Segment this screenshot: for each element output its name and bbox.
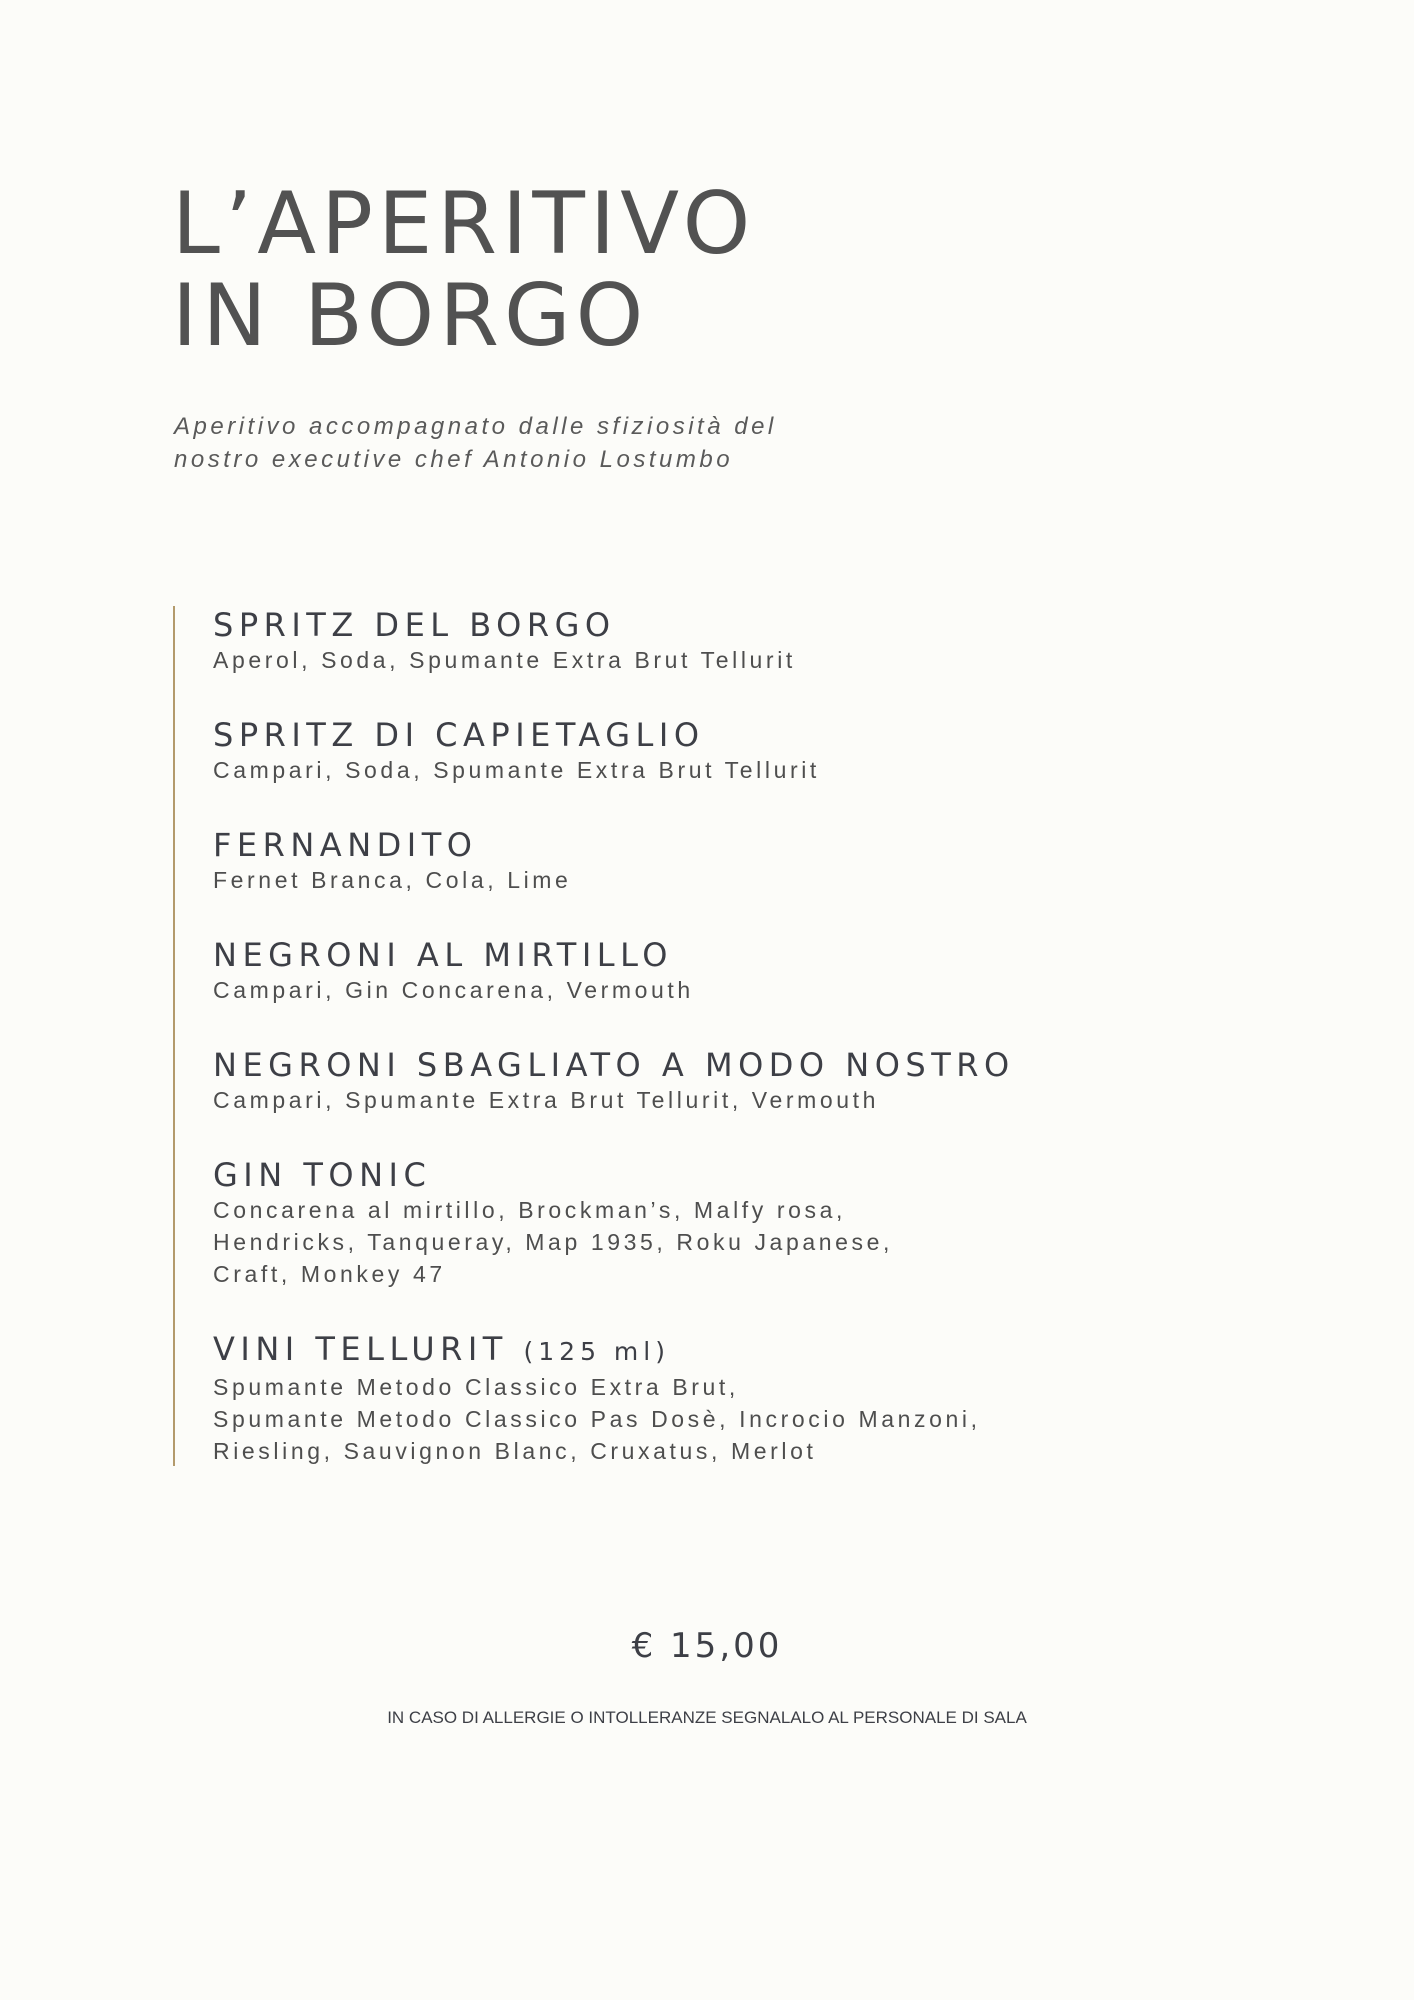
menu-item-desc <box>213 864 1153 896</box>
allergy-notice: IN CASO DI ALLERGIE O INTOLLERANZE SEGNALALO AL PERSONALE DI SALA <box>387 1708 1027 1727</box>
title-line-1: L’APERITIVO <box>172 174 756 274</box>
menu-item-fernandito <box>213 826 1153 896</box>
menu-item-desc-line: Riesling, Sauvignon Blanc, Cruxatus, Merlot <box>213 1438 817 1464</box>
menu-item-desc <box>213 974 1153 1006</box>
subtitle-line-1: Aperitivo accompagnato dalle sfiziosità del <box>174 413 777 440</box>
menu-item-negroni-al-mirtillo <box>213 936 1153 1006</box>
menu-item-desc-line: Spumante Metodo Classico Pas Dosè, Incrocio Manzoni, <box>213 1406 981 1432</box>
menu-item-desc <box>213 644 1153 676</box>
menu-item-desc-line: Campari, Spumante Extra Brut Tellurit, Vermouth <box>213 1087 880 1113</box>
menu-item-desc <box>213 754 1153 786</box>
menu-item-gin-tonic <box>213 1156 1153 1290</box>
menu-item-desc-line: Craft, Monkey 47 <box>213 1261 446 1287</box>
menu-item-name: NEGRONI SBAGLIATO A MODO NOSTRO <box>213 1046 1015 1084</box>
menu-item-name-text: VINI TELLURIT <box>213 1330 508 1368</box>
page-title <box>172 174 756 366</box>
menu-item-desc <box>213 1084 1153 1116</box>
menu-list <box>173 606 1153 1466</box>
menu-item-name: FERNANDITO <box>213 826 478 864</box>
subtitle <box>174 410 777 476</box>
menu-item-desc-line: Hendricks, Tanqueray, Map 1935, Roku Japanese, <box>213 1229 893 1255</box>
price: € 15,00 <box>631 1626 783 1666</box>
menu-item-desc-line: Spumante Metodo Classico Extra Brut, <box>213 1374 739 1400</box>
menu-item-desc-line: Fernet Branca, Cola, Lime <box>213 867 572 893</box>
menu-item-desc-line: Campari, Soda, Spumante Extra Brut Tellurit <box>213 757 820 783</box>
menu-item-desc <box>213 1371 1153 1467</box>
menu-item-negroni-sbagliato <box>213 1046 1153 1116</box>
menu-item-name: NEGRONI AL MIRTILLO <box>213 936 673 974</box>
menu-item-name: GIN TONIC <box>213 1156 432 1194</box>
subtitle-line-2: nostro executive chef Antonio Lostumbo <box>174 446 734 473</box>
menu-item-spritz-di-capietaglio <box>213 716 1153 786</box>
menu-item-desc-line: Concarena al mirtillo, Brockman’s, Malfy rosa, <box>213 1197 847 1223</box>
menu-item-name-volume: (125 ml) <box>523 1337 670 1366</box>
menu-item-desc-line: Campari, Gin Concarena, Vermouth <box>213 977 694 1003</box>
menu-item-spritz-del-borgo <box>213 606 1153 676</box>
menu-item-desc <box>213 1194 1153 1290</box>
title-line-2: IN BORGO <box>172 266 649 366</box>
menu-item-desc-line: Aperol, Soda, Spumante Extra Brut Tellurit <box>213 647 796 673</box>
menu-item-name <box>213 1330 1153 1371</box>
menu-item-vini-tellurit <box>213 1330 1153 1467</box>
menu-item-name: SPRITZ DI CAPIETAGLIO <box>213 716 705 754</box>
menu-item-name: SPRITZ DEL BORGO <box>213 606 616 644</box>
